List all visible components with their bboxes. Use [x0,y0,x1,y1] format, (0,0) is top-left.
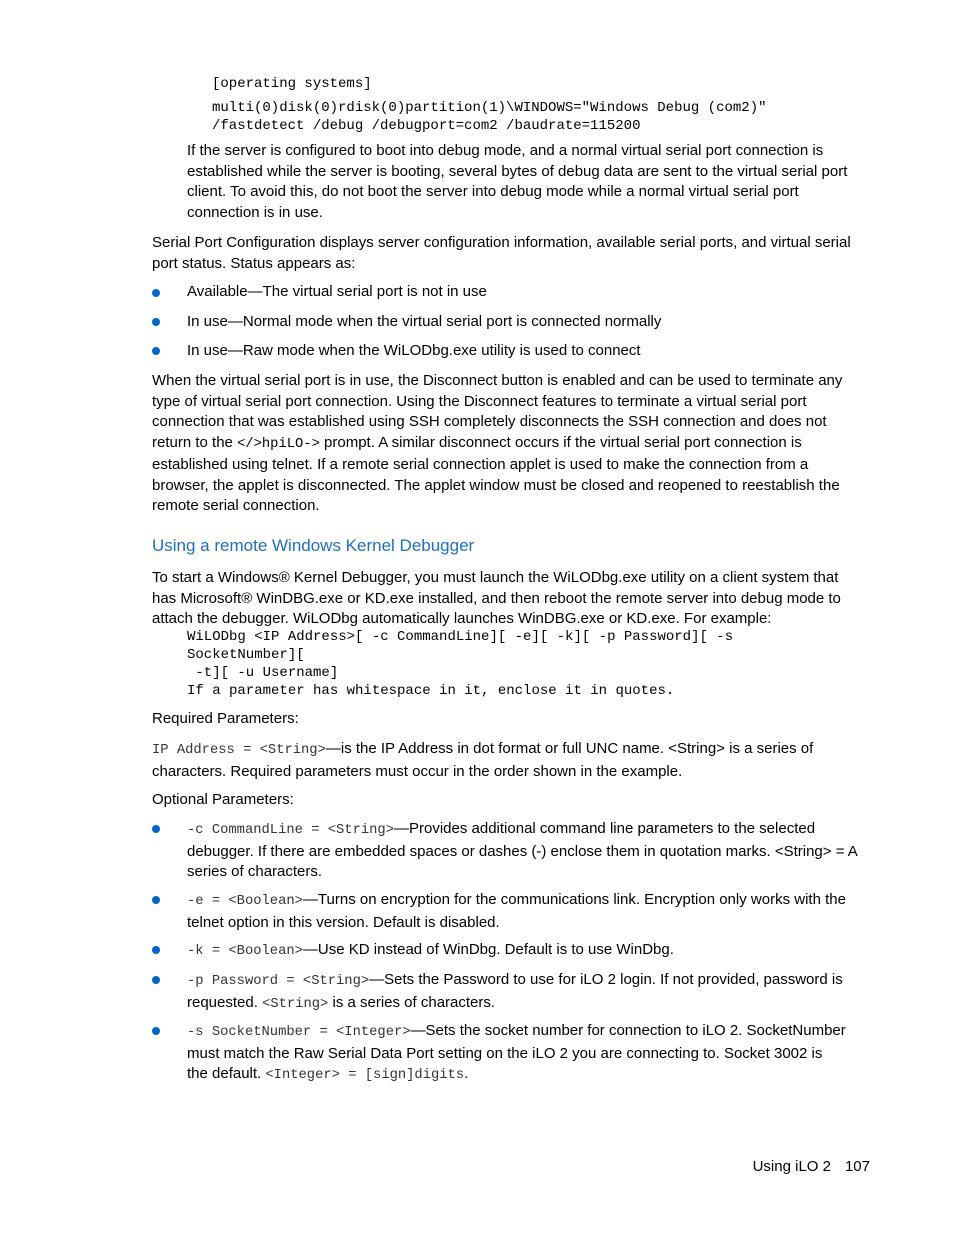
optional-param-k [187,940,867,963]
param-code: -e = <Boolean> [187,894,303,909]
bullet-icon [152,1027,160,1035]
disconnect-text: When the virtual serial port is in use, the Disconnect button is enabled and can be used to terminate any type of virtual serial port connection. Using the Disconnect features to terminate a virtual serial port connection that was established using SSH completely disconnects the SSH connection and does not return to the [152,372,843,451]
param-code: -p Password = <String> [187,974,370,989]
disconnect-paragraph [152,371,862,517]
bullet-icon [152,347,160,355]
bullet-icon [152,896,160,904]
disconnect-text: prompt. A similar disconnect occurs if the virtual serial port connection is established using telnet. If a remote serial connection applet is used to make the connection from a browser, the applet is disconnected. The applet window must be closed and reopened to reestablish the remote serial connection. [152,433,840,514]
cli-prompt: </>hpiLO-> [237,436,320,452]
optional-param-c [187,819,867,883]
param-code: -k = <Boolean> [187,944,303,959]
code-line: [operating systems] [212,76,372,92]
status-item: Available—The virtual serial port is not in use [187,283,487,300]
status-item: In use—Raw mode when the WiLODbg.exe utility is used to connect [187,342,641,359]
page-number: 107 [844,1158,870,1175]
boot-ini-code [212,75,372,93]
code-line: /fastdetect /debug /debugport=com2 /baudrate=115200 [212,118,641,134]
code-line: SocketNumber][ [187,647,305,663]
status-item: In use—Normal mode when the virtual serial port is connected normally [187,313,662,330]
param-text: . [464,1065,469,1082]
boot-ini-code-entry [212,99,767,135]
debugger-intro: To start a Windows® Kernel Debugger, you must launch the WiLODbg.exe utility on a client system that has Microsoft® WinDBG.exe or KD.exe installed, and then reboot the remote server into debug mode to attach the debugger. WiLODbg automatically launches WinDBG.exe or KD.exe. For example: [152,569,841,627]
optional-param-s [187,1021,847,1087]
bullet-icon [152,318,160,326]
debug-mode-note: If the server is configured to boot into debug mode, and a normal virtual serial port connection is established while the server is booting, several bytes of debug data are sent to the virtual serial port client. To avoid this, do not boot the server into debug mode while a normal virtual serial port connection is in use. [187,142,848,221]
bullet-icon [152,289,160,297]
param-text: —Sets the Password to use for iLO 2 login. If not provided, password is requested. [187,971,843,1011]
optional-label: Optional Parameters: [152,791,294,808]
optional-param-e [187,890,867,933]
param-text: is a series of characters. [328,993,496,1011]
section-heading: Using a remote Windows Kernel Debugger [152,536,475,555]
required-param [152,739,862,782]
param-code: <Integer> = [sign]digits [265,1068,465,1083]
bullet-icon [152,976,160,984]
param-text: —Use KD instead of WinDbg. Default is to use WinDbg. [302,941,674,958]
param-code: <String> [262,996,329,1012]
param-code: -s SocketNumber = <Integer> [187,1025,411,1040]
page-footer [753,1157,870,1178]
usage-code [187,628,733,700]
param-code: IP Address = <String> [152,743,326,758]
param-text: —Sets the socket number for connection to iLO 2. SocketNumber must match the Raw Serial Data Port setting on the iLO 2 you are connecting to. Socket 3002 is the default. [187,1022,846,1082]
bullet-icon [152,825,160,833]
serial-config-paragraph: Serial Port Configuration displays server configuration information, available serial ports, and virtual serial port status. Status appears as: [152,234,851,272]
param-text: —Turns on encryption for the communications link. Encryption only works with the telnet option in this version. Default is disabled. [187,891,846,931]
param-text: —Provides additional command line parameters to the selected debugger. If there are embedded spaces or dashes (-) enclose them in quotation marks. <String> = A series of characters. [187,820,857,880]
param-code: -c CommandLine = <String> [187,823,394,838]
code-line: multi(0)disk(0)rdisk(0)partition(1)\WINDOWS="Windows Debug (com2)" [212,100,767,116]
footer-section: Using iLO 2 [752,1158,831,1175]
code-line: -t][ -u Username] [187,665,339,681]
bullet-icon [152,946,160,954]
optional-param-p [187,970,867,1015]
code-line: If a parameter has whitespace in it, enclose it in quotes. [187,683,675,699]
code-line: WiLODbg <IP Address>[ -c CommandLine][ -e][ -k][ -p Password][ -s [187,629,734,645]
param-text: —is the IP Address in dot format or full UNC name. <String> is a series of characters. Required parameters must occur in the order shown in the example. [152,740,814,780]
required-label: Required Parameters: [152,710,299,727]
